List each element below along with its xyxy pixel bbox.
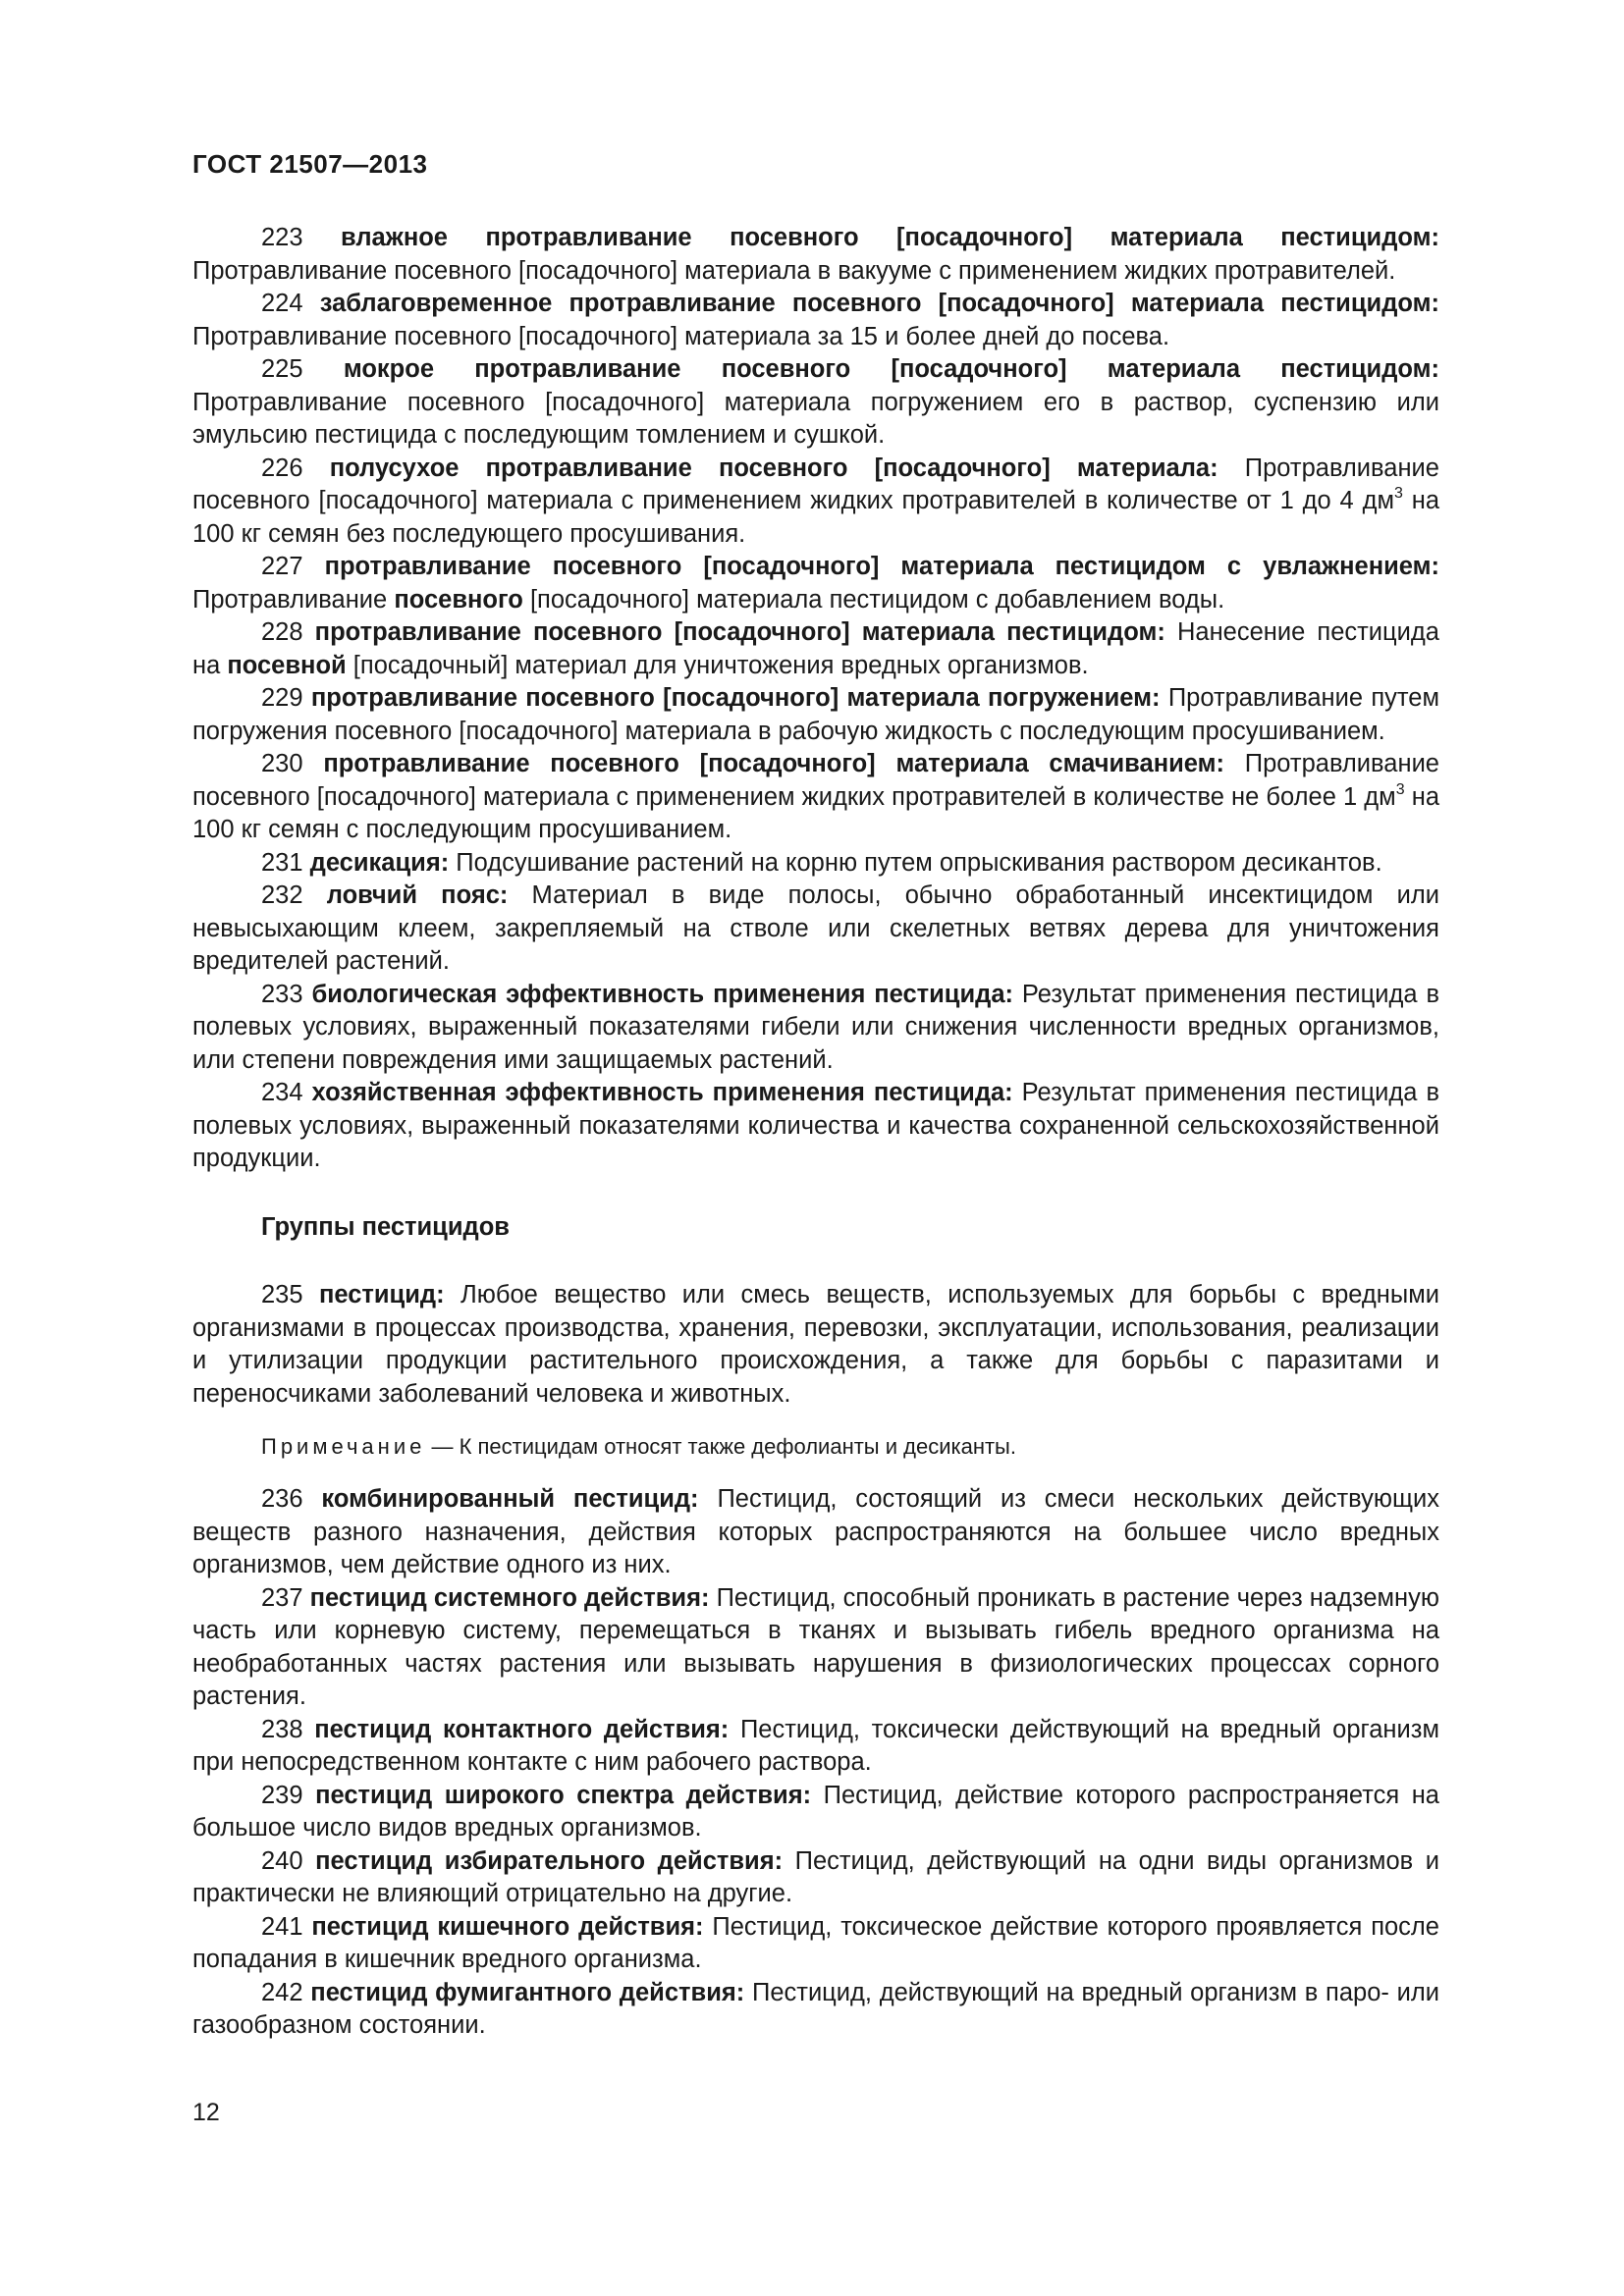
- term-title: биологическая эффективность применения пестицида:: [311, 980, 1014, 1008]
- term-definition: Результат применения пестицида в полевых условиях, выраженный показателями количества и качества сохраненной сельскохозяйственной продукции.: [192, 1079, 1439, 1172]
- term-entry: [192, 847, 1439, 881]
- term-title: ловчий пояс:: [326, 881, 509, 909]
- term-entry: [192, 979, 1439, 1078]
- term-title: протравливание посевного [посадочного] материала смачиванием:: [323, 750, 1224, 777]
- term-definition: Подсушивание растений на корню путем опрыскивания раствором десикантов.: [456, 848, 1382, 877]
- term-definition: Протравливание посевного [посадочного] материала с применением жидких протравителей в количестве не более 1 дм: [192, 750, 1439, 811]
- term-number: 233: [261, 980, 303, 1008]
- term-definition: Протравливание: [192, 585, 388, 614]
- term-title: пестицид системного действия:: [309, 1583, 710, 1612]
- term-title: протравливание посевного [посадочного] материала пестицидом с увлажнением:: [324, 553, 1439, 580]
- term-number: 239: [261, 1781, 303, 1809]
- term-number: 240: [261, 1846, 303, 1875]
- note-label: Примечание: [261, 1434, 426, 1459]
- term-definition-cont: [посадочного] материала пестицидом с добавлением воды.: [529, 585, 1225, 614]
- term-definition-cont: на 100 кг семян с последующим просушиванием.: [192, 782, 1439, 843]
- term-definition: Нанесение пестицида на: [192, 618, 1439, 679]
- term-definition: Протравливание путем погружения посевного [посадочного] материала в рабочую жидкость с последующим просушиванием.: [192, 684, 1439, 745]
- term-number: 226: [261, 454, 303, 482]
- term-definition: Пестицид, действующий на одни виды организмов и практически не влияющий отрицательно на другие.: [192, 1846, 1439, 1907]
- term-definition: Материал в виде полосы, обычно обработанный инсектицидом или невысыхающим клеем, закрепляемый на стволе или скелетных ветвях дерева для уничтожения вредителей растений.: [192, 881, 1439, 975]
- term-title: пестицид кишечного действия:: [311, 1912, 704, 1941]
- term-number: 241: [261, 1912, 303, 1941]
- term-entry: [192, 1077, 1439, 1176]
- term-entry: [192, 551, 1439, 616]
- term-title: комбинированный пестицид:: [321, 1485, 699, 1513]
- term-definition: Пестицид, действующий на вредный организм в паро- или газообразном состоянии.: [192, 1978, 1439, 2039]
- term-number: 236: [261, 1485, 303, 1513]
- term-number: 238: [261, 1715, 303, 1743]
- term-entry: [192, 1279, 1439, 1411]
- term-title: пестицид контактного действия:: [314, 1715, 730, 1743]
- term-number: 231: [261, 848, 303, 877]
- term-definition: Пестицид, способный проникать в растение через надземную часть или корневую систему, перемещаться в тканях и вызывать гибель вредного организма на необработанных частях растения или вызывать нарушения в физиологических процессах сорного растения.: [192, 1583, 1440, 1710]
- term-definition: Протравливание посевного [посадочного] материала в вакууме с применением жидких протравителей.: [192, 256, 1396, 285]
- term-number: 227: [261, 553, 303, 580]
- term-entry: [192, 616, 1439, 682]
- term-number: 229: [261, 684, 303, 712]
- term-entry: [192, 1714, 1439, 1780]
- term-definition: Протравливание посевного [посадочного] материала за 15 и более дней до посева.: [192, 322, 1170, 350]
- term-definition: Протравливание посевного [посадочного] материала погружением его в раствор, суспензию или эмульсию пестицида с последующим томлением и сушкой.: [192, 388, 1439, 449]
- term-number: 235: [261, 1281, 303, 1308]
- term-title: заблаговременное протравливание посевного [посадочного] материала пестицидом:: [319, 290, 1439, 317]
- term-definition: Пестицид, токсически действующий на вредный организм при непосредственном контакте с ним рабочего раствора.: [192, 1715, 1439, 1776]
- term-number: 230: [261, 750, 303, 777]
- term-definition: Любое вещество или смесь веществ, используемых для борьбы с вредными организмами в процессах производства, хранения, перевозки, эксплуатации, использования, реализации и утилизации продукции растительного происхождения, а также для борьбы с паразитами и переносчиками заболеваний человека и животных.: [192, 1281, 1439, 1408]
- term-number: 237: [261, 1583, 303, 1612]
- term-entry: [192, 1780, 1439, 1845]
- note-text: — К пестицидам относят также дефолианты и десиканты.: [431, 1434, 1016, 1459]
- superscript: 3: [1393, 485, 1403, 502]
- section-heading: Группы пестицидов: [261, 1212, 510, 1241]
- term-entry: [192, 288, 1439, 353]
- term-entry: [192, 1845, 1439, 1911]
- term-entry: [192, 1582, 1439, 1714]
- term-number: 242: [261, 1978, 303, 2006]
- document-header: ГОСТ 21507—2013: [192, 149, 428, 179]
- superscript: 3: [1395, 780, 1405, 798]
- term-number: 234: [261, 1079, 303, 1106]
- term-title: протравливание посевного [посадочного] материала погружением:: [310, 684, 1161, 712]
- term-number: 225: [261, 355, 303, 383]
- term-entry: [192, 1483, 1439, 1582]
- term-title: пестицид широкого спектра действия:: [315, 1781, 812, 1809]
- term-entry: [192, 748, 1439, 847]
- term-title: полусухое протравливание посевного [посадочного] материала:: [329, 454, 1218, 482]
- term-title: протравливание посевного [посадочного] материала пестицидом:: [314, 618, 1165, 646]
- term-definition-cont: [посадочный] материал для уничтожения вредных организмов.: [352, 651, 1089, 679]
- term-title: пестицид избирательного действия:: [315, 1846, 784, 1875]
- term-entry: [192, 453, 1439, 552]
- term-entry: [192, 880, 1439, 979]
- term-title: десикация:: [309, 848, 450, 877]
- term-definition: Результат применения пестицида в полевых условиях, выраженный показателями гибели или снижения численности вредных организмов, или степени повреждения ими защищаемых растений.: [192, 980, 1439, 1074]
- term-definition: Пестицид, токсическое действие которого проявляется после попадания в кишечник вредного организма.: [192, 1912, 1439, 1973]
- term-entry: [192, 682, 1439, 748]
- emphasized-word: посевной: [227, 651, 347, 679]
- term-number: 224: [261, 290, 303, 317]
- term-title: хозяйственная эффективность применения пестицида:: [311, 1079, 1013, 1106]
- emphasized-word: посевного: [394, 585, 523, 614]
- term-title: пестицид:: [318, 1281, 445, 1308]
- term-definition: Протравливание посевного [посадочного] материала с применением жидких протравителей в количестве от 1 до 4 дм: [192, 454, 1439, 514]
- term-definition-cont: на 100 кг семян без последующего просушивания.: [192, 487, 1439, 548]
- term-definition: Пестицид, действие которого распространяется на большое число видов вредных организмов.: [192, 1781, 1439, 1842]
- term-entry: [192, 1911, 1439, 1977]
- term-number: 232: [261, 881, 303, 909]
- term-number: 223: [261, 224, 303, 251]
- page-number: 12: [192, 2099, 220, 2126]
- term-entry: [192, 353, 1439, 453]
- term-title: мокрое протравливание посевного [посадочного] материала пестицидом:: [343, 355, 1439, 383]
- document-body: [192, 222, 1439, 2043]
- term-number: 228: [261, 618, 303, 646]
- term-entry: [192, 222, 1439, 288]
- term-definition: Пестицид, состоящий из смеси нескольких действующих веществ разного назначения, действия которых распространяются на большее число вредных организмов, чем действие одного из них.: [192, 1485, 1439, 1578]
- term-entry: [192, 1977, 1439, 2043]
- term-title: пестицид фумигантного действия:: [310, 1978, 745, 2006]
- term-title: влажное протравливание посевного [посадочного] материала пестицидом:: [341, 224, 1439, 251]
- note: [261, 1432, 1439, 1462]
